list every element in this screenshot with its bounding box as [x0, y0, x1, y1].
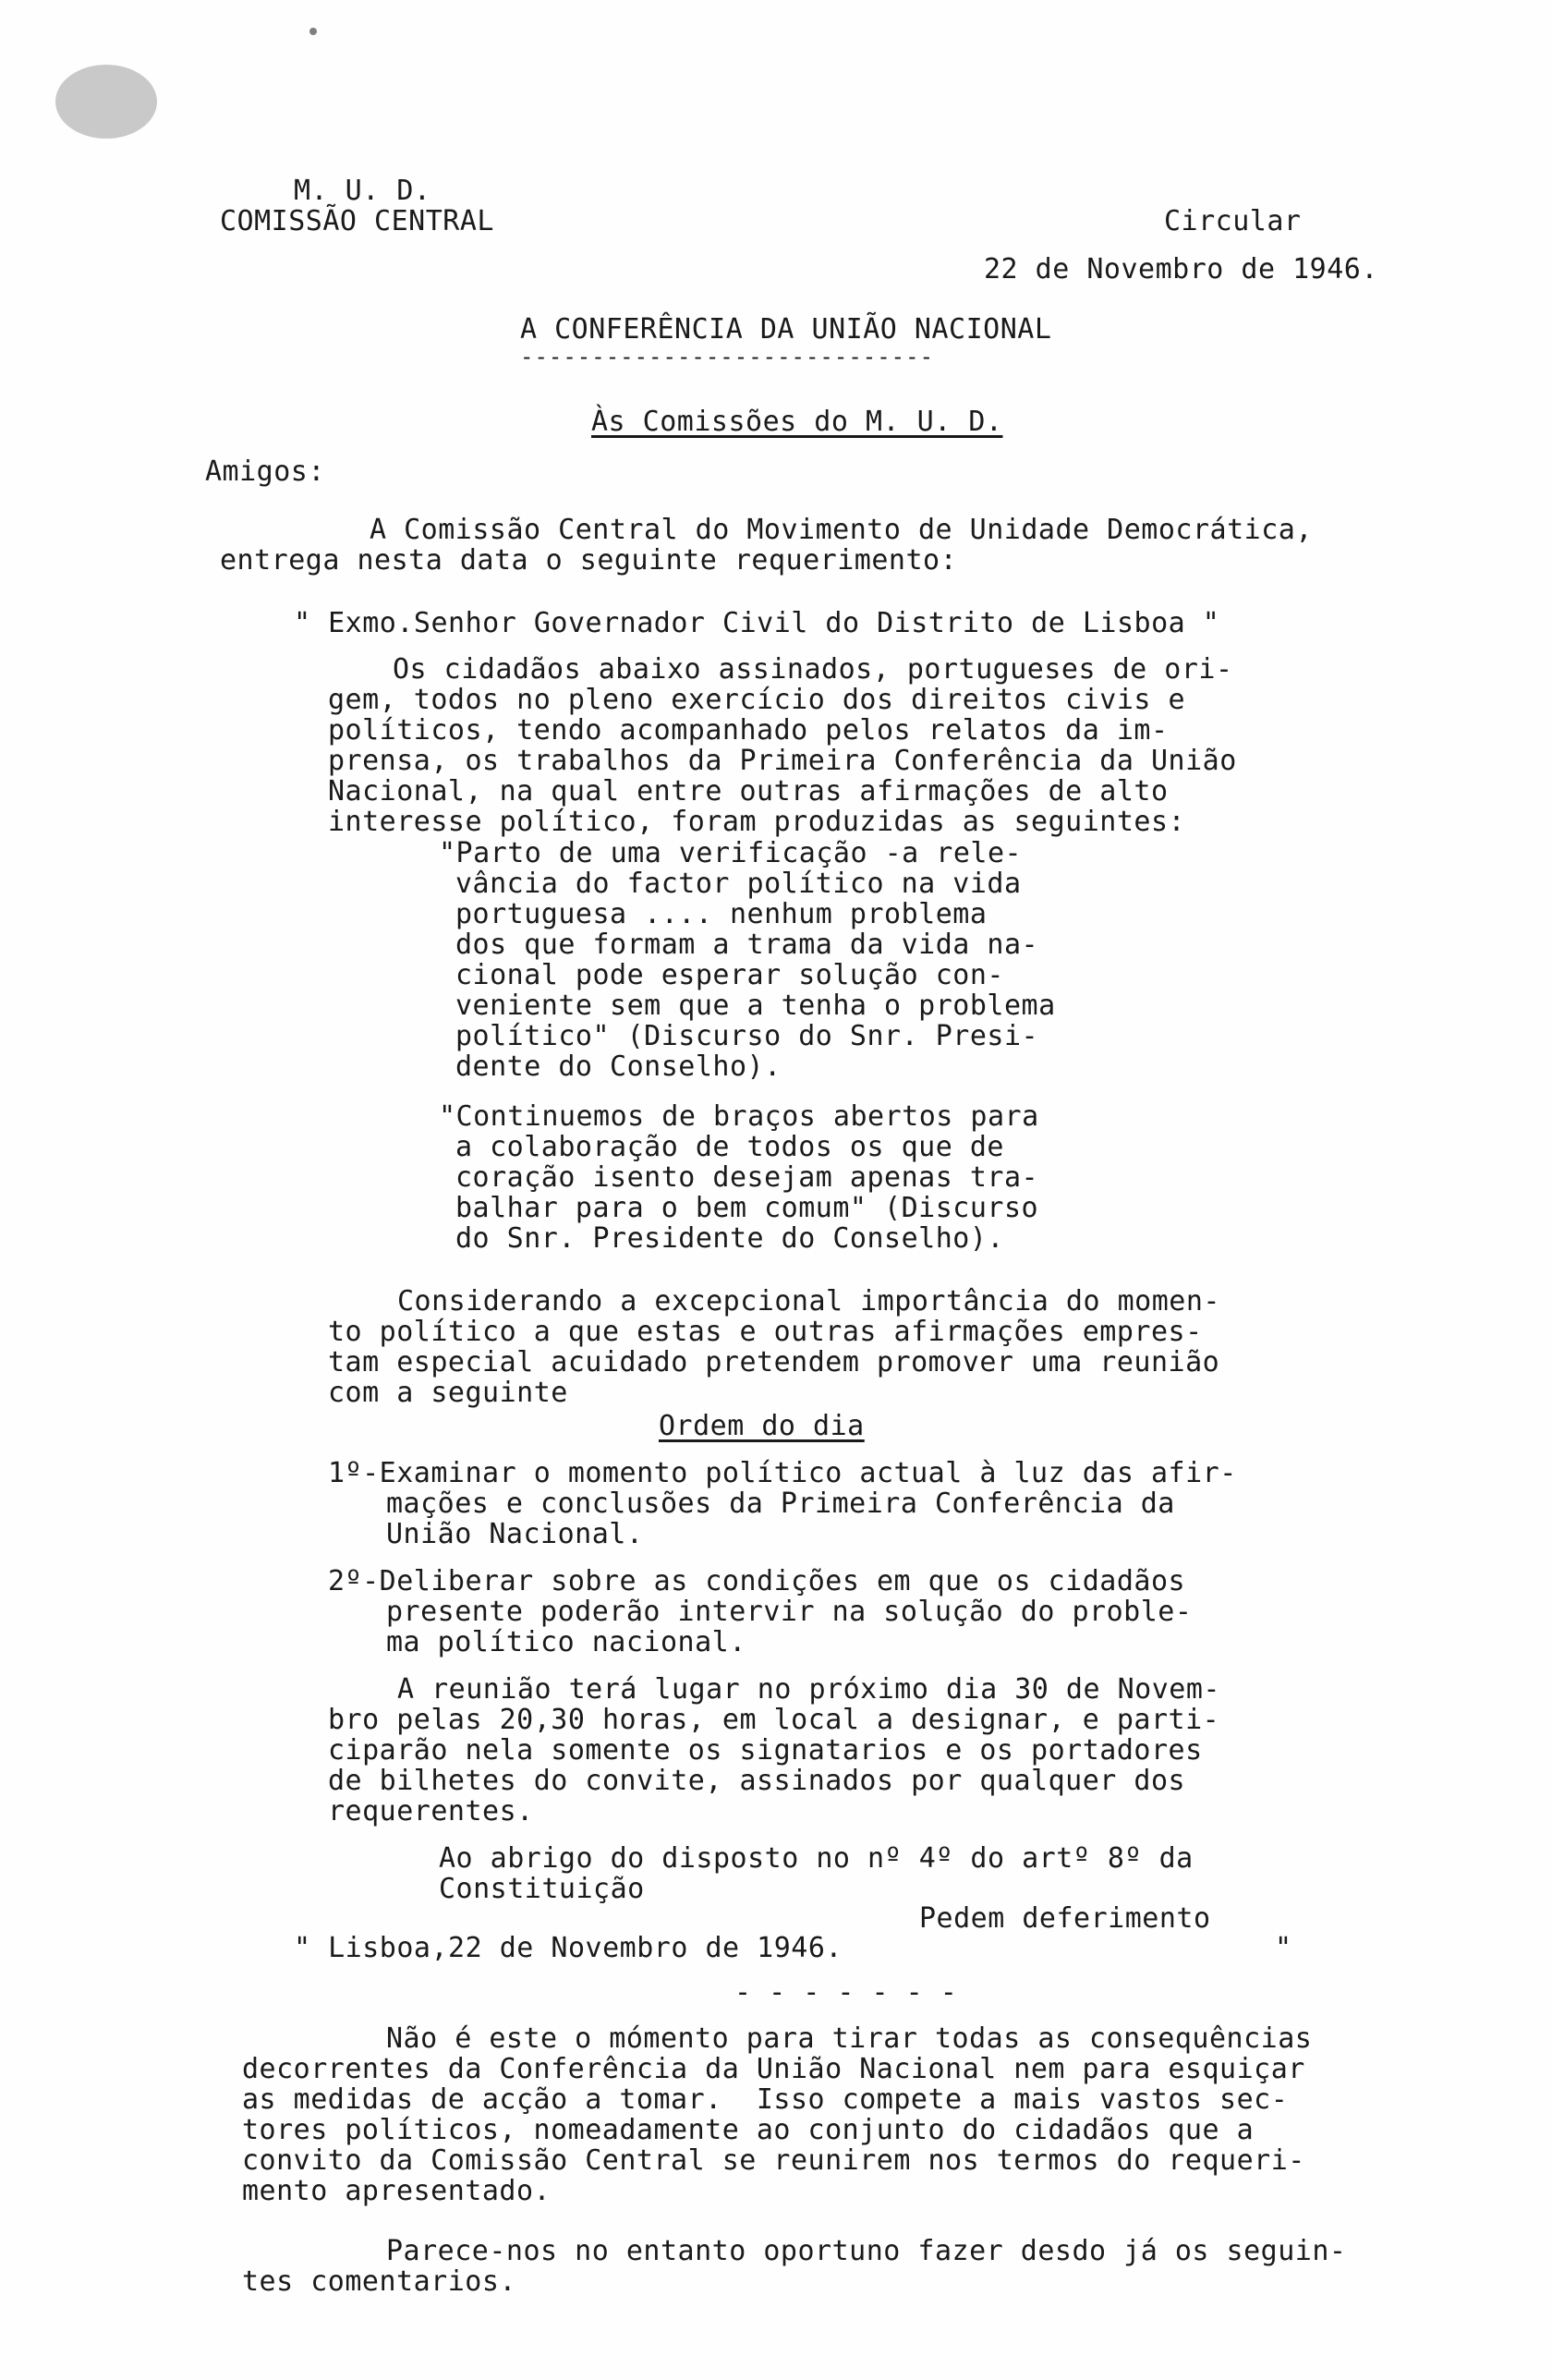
para4-line: as medidas de acção a tomar. Isso compete a mais vastos sec- [242, 2083, 1289, 2116]
para3-line: bro pelas 20,30 horas, em local a designar, e parti- [328, 1704, 1220, 1736]
para1-line: Nacional, na qual entre outras afirmações de alto [328, 775, 1169, 808]
closing-formula: Pedem deferimento [919, 1902, 1211, 1935]
para4-line: tores políticos, nomeadamente ao conjunto do cidadãos que a [242, 2114, 1255, 2146]
para2-line: tam especial acuidado pretendem promover uma reunião [328, 1346, 1220, 1378]
doc-title: A CONFERÊNCIA DA UNIÃO NACIONAL [520, 313, 1052, 346]
para4-line: convito da Comissão Central se reunirem nos termos do requeri- [242, 2144, 1305, 2177]
intro-line-1: A Comissão Central do Movimento de Unidade Democrática, [370, 514, 1313, 546]
para5-line: tes comentarios. [242, 2265, 516, 2298]
agenda-item-2-line: 2º-Deliberar sobre as condições em que os cidadãos [328, 1565, 1186, 1597]
title-underline: ----------------------------- [520, 344, 935, 370]
para1-line: interesse político, foram produzidas as seguintes: [328, 806, 1186, 838]
quote1-line: vância do factor político na vida [455, 868, 1022, 900]
greeting: Amigos: [205, 455, 325, 488]
para1-line: políticos, tendo acompanhado pelos relatos da im- [328, 714, 1169, 747]
agenda-item-2-line: ma político nacional. [386, 1626, 746, 1658]
para1-line: Os cidadãos abaixo assinados, portugueses de ori- [393, 653, 1233, 686]
para2-line: Considerando a excepcional importância do momen- [397, 1285, 1220, 1318]
para2-line: to político a que estas e outras afirmações empres- [328, 1316, 1203, 1348]
para1-line: prensa, os trabalhos da Primeira Conferência da União [328, 745, 1237, 777]
org-abbrev: M. U. D. [294, 175, 431, 207]
para4-line: decorrentes da Conferência da União Nacional nem para esquiçar [242, 2053, 1305, 2085]
quote1-line: dente do Conselho). [455, 1050, 782, 1083]
quote1-line: político" (Discurso do Snr. Presi- [455, 1020, 1039, 1052]
close-quote: " [1275, 1932, 1292, 1964]
addressee: Às Comissões do M. U. D. [591, 406, 1003, 438]
legal-basis-line: Constituição [439, 1873, 645, 1905]
doc-type: Circular [1164, 205, 1302, 237]
para4-line: mento apresentado. [242, 2175, 552, 2207]
quote1-line: "Parto de uma verificação -a rele- [439, 837, 1023, 869]
quote1-line: cional pode esperar solução con- [455, 959, 1004, 991]
quote2-line: balhar para o bem comum" (Discurso [455, 1192, 1039, 1224]
petition-salutation: " Exmo.Senhor Governador Civil do Distrito de Lisboa " [294, 607, 1220, 639]
quote2-line: a colaboração de todos os que de [455, 1131, 1004, 1163]
para3-line: A reunião terá lugar no próximo dia 30 de Novem- [397, 1673, 1220, 1706]
quote1-line: portuguesa .... nenhum problema [455, 898, 988, 930]
para3-line: ciparão nela somente os signatarios e os portadores [328, 1734, 1203, 1767]
quote2-line: "Continuemos de braços abertos para [439, 1100, 1039, 1133]
para1-line: gem, todos no pleno exercício dos direitos civis e [328, 684, 1186, 716]
agenda-item-1-line: mações e conclusões da Primeira Conferência da [386, 1488, 1175, 1520]
ink-smudge [55, 65, 157, 139]
agenda-item-1-line: 1º-Examinar o momento político actual à luz das afir- [328, 1457, 1237, 1489]
agenda-item-1-line: União Nacional. [386, 1518, 644, 1550]
org-committee: COMISSÃO CENTRAL [220, 205, 494, 237]
agenda-item-2-line: presente poderão intervir na solução do proble- [386, 1596, 1193, 1628]
para3-line: de bilhetes do convite, assinados por qualquer dos [328, 1765, 1186, 1797]
para5-line: Parece-nos no entanto oportuno fazer desdo já os seguin- [386, 2235, 1347, 2267]
para2-line: com a seguinte [328, 1377, 568, 1409]
quote2-line: do Snr. Presidente do Conselho). [455, 1222, 1004, 1255]
separator: - - - - - - - [734, 1976, 958, 2009]
doc-date: 22 de Novembro de 1946. [984, 253, 1378, 285]
legal-basis-line: Ao abrigo do disposto no nº 4º do artº 8º da [439, 1842, 1194, 1875]
intro-line-2: entrega nesta data o seguinte requerimento: [220, 544, 958, 577]
quote1-line: dos que formam a trama da vida na- [455, 929, 1039, 961]
para4-line: Não é este o mómento para tirar todas as consequências [386, 2022, 1313, 2055]
ink-speck [309, 28, 317, 35]
agenda-heading: Ordem do dia [659, 1410, 865, 1442]
place-date: " Lisboa,22 de Novembro de 1946. [294, 1932, 843, 1964]
quote2-line: coração isento desejam apenas tra- [455, 1161, 1039, 1194]
para3-line: requerentes. [328, 1795, 534, 1828]
quote1-line: veniente sem que a tenha o problema [455, 990, 1056, 1022]
